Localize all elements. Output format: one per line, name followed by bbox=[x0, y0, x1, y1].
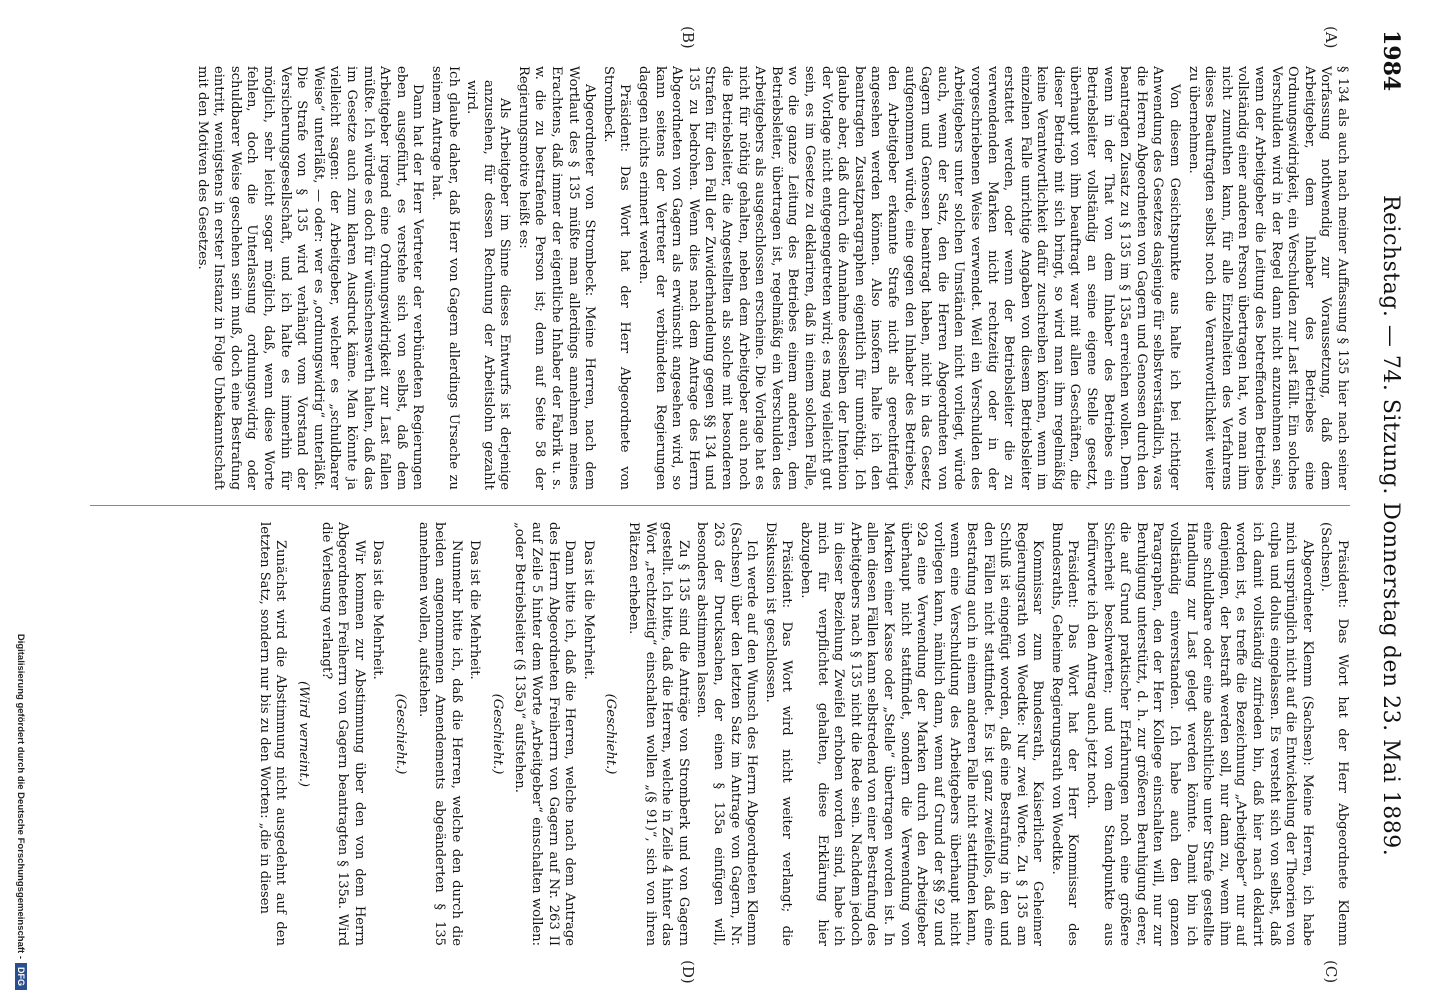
column-divider bbox=[90, 505, 1350, 506]
right-column bbox=[80, 522, 1350, 946]
page-number: 1984 bbox=[1378, 30, 1404, 92]
paragraph: Zunächst wird die Abstimmung nicht ausgedehnt auf den letzten Satz, sondern nur bis zu den Worten: „die in diesen bbox=[256, 522, 289, 946]
margin-mark-d: (D) bbox=[679, 960, 697, 984]
paragraph: Präsident: Das Wort wird nicht weiter verlangt; die Diskussion ist geschlossen. bbox=[762, 522, 795, 946]
credit-text: Digitalisierung gefördert durch die Deutsche Forschungsgemeinschaft - bbox=[15, 633, 26, 959]
paragraph: Abgeordneter Klemm (Sachsen): Meine Herren, ich habe mich ursprünglich nicht auf die Entwickelung der Theorien von culpa und dolus eingelassen. Es versteht sich von selbst, daß ich damit vollständig zufrieden bin, daß hier nach deklarirt worden ist, es treffe die Bezeichnung „Arbeitgeber“ nur auf denjenigen, der bestraft werden soll, nur dann zu, wenn ihm eine schuldbare oder eine absichtliche unter Strafe gestellte Handlung zur Last gelegt werden könnte. Damit bin ich vollständig einverstanden. Ich habe auch den ganzen Paragraphen, den der Herr Kollege einschalten will, nur zur Beruhigung unterstützt, d. h. zur größeren Beruhigung derer, die auf Grund praktischer Erfahrungen noch eine größere Sicherheit beschwerten; und von dem Standpunkte aus befürworte ich den Antrag auch jetzt noch. bbox=[1084, 522, 1315, 946]
quoted-paragraph: Als Arbeitgeber im Sinne dieses Entwurfs ist derjenige anzusehen, für dessen Rechnung der Arbeitslohn gezahlt wird. bbox=[464, 80, 513, 490]
stage-direction: (Geschieht.) bbox=[489, 693, 505, 775]
stage-direction: (Wird verneint.) bbox=[295, 680, 311, 788]
paragraph: Dann hat der Herr Vertreter der verbündeten Regierungen eben ausgeführt, es verstehe sich von selbst, daß dem Arbeitgeber irgend eine Ordnungswidrigkeit zur Last fallen müßte. Ich würde es doch für wünschenswerth halten, daß das im Gesetze auch zum klaren Ausdruck käme. Man könnte ja vielleicht sagen: der Arbeitgeber, welcher es „schuldbarer Weise“ unterläßt, — oder: wer es „ordnungswidrig“ unterläßt. Die Strafe von § 135 wird verhängt vom Vorstand der Versicherungsgesellschaft, und ich halte es immerhin für möglich, sehr leicht sogar möglich, daß, wenn diese Worte fehlen, doch die Unterlassung ordnungswidrig oder schuldbarer Weise geschehen sein muß, doch eine Bestrafung eintritt, wenigstens in erster Instanz in Folge Unbekanntschaft mit den Motiven des Gesetzes. bbox=[194, 66, 426, 490]
paragraph: Abgeordneter von Strombeck: Meine Herren, nach dem Wortlaut des § 135 müßte man allerdings annehmen meines Erachtens, daß immer der eigentliche Inhaber der Fabrik u. s. w. die zu bestrafende Person ist; denn auf Seite 58 der Regierungsmotive heißt es: bbox=[515, 66, 598, 490]
margin-mark-c: (C) bbox=[1322, 960, 1340, 984]
paragraph: Von diesem Gesichtspunkte aus halte ich bei richtiger Anwendung des Gesetzes dasjenige für selbstverständlich, was die Herren Abgeordneten von Gagern und Genossen durch den beantragten Zusatz zu § 135 im § 135a erreichen wollen. Denn wenn in der That von dem Inhaber des Betriebes ein Betriebsleiter vollständig an seine eigene Stelle gesetzt, überhaupt von ihm beauftragt war mit allen Geschäften, die dieser Betrieb mit sich bringt, so wird man ihm regelmäßig keine Verantwortlichkeit dafür zuschreiben können, wenn im einzelnen Falle unrichtige Angaben von diesem Betriebsleiter erstattet werden, oder wenn der Betriebsleiter die zu verwendenden Marken nicht rechtzeitig oder in der vorgeschriebenen Weise verwendet. Weil ein Verschulden des Arbeitgebers unter solchen Umständen nicht vorliegt, würde auch, wenn der Satz, den die Herren Abgeordneten von Gagern und Genossen beantragt haben, nicht in das Gesetz aufgenommen würde, eine gegen den Inhaber des Betriebes, den Arbeitgeber erkannte Strafe nicht als gerechtfertigt angesehen werden können. Also insofern halte ich den beantragten Zusatzparagraphen eigentlich für unnöthig. Ich glaube aber, daß durch die Annahme desselben der Intention der Vorlage nicht entgegengetreten wird; es mag vielleicht gut sein, es im Gesetze zu deklariren, daß in einem solchen Falle, wo die ganze Leitung des Betriebes einem anderen, dem Betriebsleiter, übertragen ist, regelmäßig ein Verschulden des Arbeitgebers als ausgeschlossen erscheine. Die Vorlage hat es nicht für nöthig gehalten, neben dem Arbeitgeber auch noch die Betriebsleiter, die Angestellten als solche mit besonderen Strafen für den Fall der Zuwiderhandelung gegen §§ 134 und 135 zu bedrohen. Wenn dies nach dem Antrage des Herrn Abgeordneten von Gagern als erwünscht angesehen wird, so kann seitens der Vertreter der verbündeten Regierungen dagegen nichts erinnert werden. bbox=[636, 66, 1183, 490]
paragraph: § 134 als auch nach meiner Auffassung § 135 hier nach seiner Vorfassung nothwendig zur Voraussetzung, daß dem Arbeitgeber, dem Inhaber des Betriebes eine Ordnungswidrigkeit, ein Verschulden zur Last fällt. Ein solches Verschulden wird in der Regel dann nicht anzunehmen sein, wenn der Arbeitgeber die Leitung des betreffenden Betriebes vollständig einer anderen Person übertragen hat, wo man ihm nicht zumuthen kann, für alle Einzelheiten des Verfahrens dieses Beauftragten selbst noch die Verantwortlichkeit weiter zu übernehmen. bbox=[1185, 66, 1350, 490]
paragraph: Kommissar zum Bundesrath, Kaiserlicher Geheimer Regierungsrath von Woedtke: Nur zwei Worte. Zu § 135 am Schluß ist eingefügt worden, daß eine Bestrafung in den und den Fällen nicht stattfindet. Es ist ganz zweifellos, daß eine Bestrafung auch in einem anderen Falle nicht stattfinden kann, wenn eine Verschuldung des Arbeitgebers überhaupt nicht vorliegen kann, nämlich dann, wenn auf Grund der §§ 92 und 92a eine Verwendung der Marken durch den Arbeitgeber überhaupt nicht stattfindet, sondern die Verwendung von Marken einer Kasse oder „Stelle“ übertragen worden ist. In allen diesen Fällen kann selbstredend von einer Bestrafung des Arbeitgebers nach § 135 nicht die Rede sein. Nachdem jedoch in dieser Beziehung Zweifel erhoben worden sind, habe ich mich für verpflichtet gehalten, diese Erklärung hier abzugeben. bbox=[798, 522, 1046, 946]
paragraph: Ich glaube daher, daß Herr von Gagern allerdings Ursache zu seinem Antrage hat. bbox=[428, 66, 461, 490]
stage-direction: (Geschieht.) bbox=[603, 693, 619, 775]
paragraph: Das ist die Mehrheit. bbox=[467, 540, 483, 680]
paragraph: Präsident: Das Wort hat der Herr Abgeordnete von Strombeck. bbox=[600, 66, 633, 490]
paragraph: Dann bitte ich, daß die Herren, welche nach dem Antrage des Herrn Abgeordneten Freiherrn von Gagern auf Nr. 263 II auf Zeile 5 hinter dem Worte „Arbeitgeber“ einschalten wollen: „oder Betriebsleiter (§ 135a)“ aufstehen. bbox=[512, 522, 578, 946]
paragraph: Präsident: Das Wort hat der Herr Abgeordnete Klemm (Sachsen). bbox=[1318, 522, 1350, 946]
paragraph: Wir kommen zur Abstimmung über den von dem Herrn Abgeordneten Freiherrn von Gagern beantragten § 135a. Wird die Verlesung verlangt? bbox=[318, 522, 367, 946]
page-title: Reichstag. — 74. Sitzung. Donnerstag den 23. Mai 1889. bbox=[1378, 194, 1403, 857]
stage-direction: (Geschieht.) bbox=[392, 693, 408, 775]
paragraph: Nunmehr bitte ich, daß die Herren, welche den durch die beiden angenommenen Amendements abgeänderten § 135 annehmen wollen, aufstehen. bbox=[415, 522, 464, 946]
paragraph: Das ist die Mehrheit. bbox=[370, 540, 386, 680]
paragraph: Präsident: Das Wort hat der Herr Kommissar des Bundesraths, Geheime Regierungsrath von Woedtke. bbox=[1048, 522, 1081, 946]
paragraph: Zu § 135 sind die Anträge von Stromberk und von Gagern gestellt. Ich bitte, daß die Herren, welche in Zeile 4 hinter das Wort „rechtzeitig“ einschalten wollen „(§ 91)“, sich von ihren Plätzen erheben. bbox=[626, 522, 691, 946]
paragraph: Das ist die Mehrheit. bbox=[580, 540, 596, 680]
margin-mark-a: (A) bbox=[1322, 26, 1340, 49]
left-column bbox=[80, 66, 1350, 490]
page-header bbox=[1364, 30, 1404, 960]
dfg-logo: DFG bbox=[15, 963, 27, 990]
digitization-credit bbox=[15, 0, 27, 990]
margin-mark-b: (B) bbox=[679, 26, 697, 49]
paragraph: Ich werde auf den Wunsch des Herrn Abgeordneten Klemm (Sachsen) über den letzten Satz im Antrage von Gagern, Nr. 263 der Drucksachen, der einen § 135a einfügen will, besonders abstimmen lassen. bbox=[694, 522, 760, 946]
